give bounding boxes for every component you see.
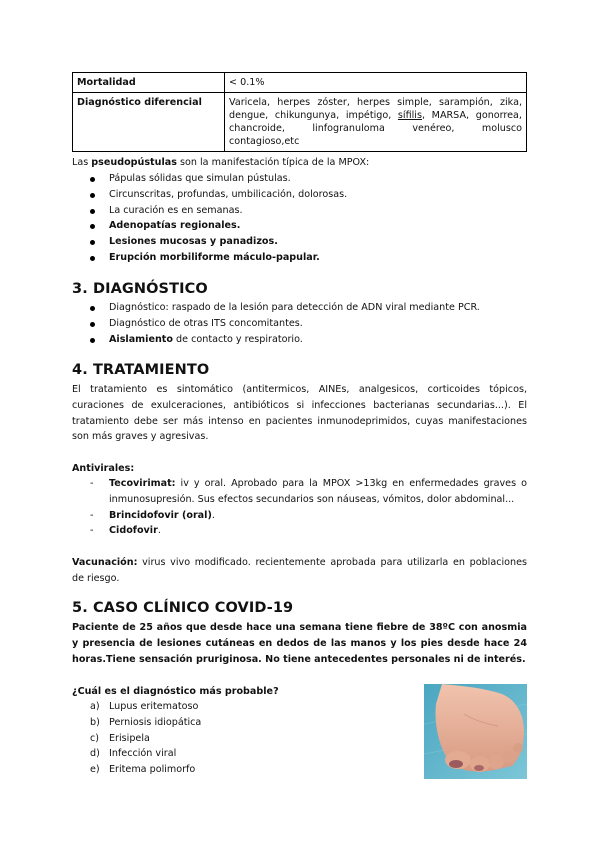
list-item: [72, 523, 527, 539]
option-text: Lupus eritematoso: [109, 701, 199, 712]
list-item: [72, 203, 527, 219]
vacunacion-text: virus vivo modificado. recientemente aprobada para utilizarla en poblaciones de riesgo.: [72, 557, 527, 584]
list-item: [72, 171, 527, 187]
list-item: [72, 187, 527, 203]
dash-marker: -: [90, 509, 94, 521]
answer-options: [72, 699, 201, 778]
table-label: Mortalidad: [73, 73, 225, 93]
list-item: [72, 332, 527, 348]
list-item: [72, 476, 527, 508]
bullet-icon: [90, 193, 95, 198]
list-item: [72, 316, 527, 332]
tratamiento-paragraph: El tratamiento es sintomático (antitermicos, AINEs, analgesicos, corticoides tópicos, curaciones de exulceraciones, antibióticos si infecciones bacterianas secundarias...). El tratamiento debe ser más intenso en pacientes inmunodeprimidos, cuyas manifestaciones son más graves y agresivas.: [72, 384, 527, 443]
bullet-icon: [90, 209, 95, 214]
list-item: [72, 508, 527, 524]
list-item-text: Lesiones mucosas y panadizos.: [109, 236, 278, 248]
antivirales-label: [72, 461, 527, 477]
table-row: [73, 93, 527, 152]
case-description: Paciente de 25 años que desde hace una semana tiene fiebre de 38ºC con anosmia y presencia de lesiones cutáneas en dedos de las manos y los pies desde hace 24 horas.Tiene sensación pruriginosa. No tiene antecedentes personales ni de interés.: [72, 622, 527, 665]
answer-option[interactable]: [72, 762, 201, 778]
list-item: [72, 250, 527, 266]
table-row: [73, 73, 527, 93]
heading-caso-clinico: 5. CASO CLÍNICO COVID-19: [72, 600, 294, 616]
answer-option[interactable]: [72, 715, 201, 731]
heading-diagnostico: 3. DIAGNÓSTICO: [72, 281, 208, 297]
list-item-text: de contacto y respiratorio.: [173, 333, 303, 345]
option-marker: a): [90, 701, 100, 712]
table-value: < 0.1%: [225, 73, 527, 93]
option-marker: b): [90, 716, 100, 728]
vacunacion-paragraph: [72, 555, 527, 587]
heading-tratamiento: 4. TRATAMIENTO: [72, 362, 210, 378]
bullet-icon: [90, 224, 95, 229]
pseudopustulas-list: [72, 171, 527, 266]
list-item-bold: Aislamiento: [109, 333, 173, 345]
list-item-text: Pápulas sólidas que simulan pústulas.: [109, 173, 291, 184]
drug-desc: .: [157, 525, 161, 537]
option-text: Erisipela: [109, 732, 150, 744]
bullet-icon: [90, 177, 95, 182]
option-text: Perniosis idiopática: [109, 716, 202, 728]
differential-text-b: , MARSA, gonorrea, chancroide, linfogranuloma venéreo, molusco contagioso,etc: [229, 110, 522, 148]
drug-name: Brincidofovir (oral): [109, 509, 212, 521]
dash-marker: -: [90, 478, 94, 489]
list-item-text: Diagnóstico: raspado de la lesión para detección de ADN viral mediante PCR.: [109, 302, 480, 313]
table-label: Diagnóstico diferencial: [73, 93, 225, 152]
vacunacion-label: Vacunación:: [72, 557, 138, 568]
differential-text-a: Varicela, herpes zóster, herpes simple, sarampión, zika, dengue, chikungunya, impétigo,: [229, 97, 522, 122]
list-item-text: Circunscritas, profundas, umbilicación, dolorosas.: [109, 188, 348, 200]
antivirales-label-text: Antivirales:: [72, 463, 135, 474]
answer-option[interactable]: [72, 746, 201, 762]
foot-image: [424, 684, 527, 779]
drug-desc: iv y oral. Aprobado para la MPOX >13kg en enfermedades graves o inmunosupresión. Sus efectos secundarios son náuseas, vómitos, dolor abdominal...: [109, 478, 527, 505]
info-table: [72, 72, 527, 152]
intro-bold: pseudopústulas: [91, 157, 177, 168]
question-text: ¿Cuál es el diagnóstico más probable?: [72, 686, 279, 697]
list-item: [72, 300, 527, 316]
antivirales-list: [72, 476, 527, 539]
intro-text: son la manifestación típica de la MPOX:: [176, 157, 370, 168]
bullet-icon: [90, 322, 95, 327]
bullet-icon: [90, 240, 95, 245]
bullet-icon: [90, 306, 95, 311]
list-item-text: Diagnóstico de otras ITS concomitantes.: [109, 317, 303, 329]
list-item: [72, 234, 527, 250]
intro-text: Las: [72, 157, 92, 168]
list-item-text: Erupción morbiliforme máculo-papular.: [109, 251, 320, 263]
clinical-photo-foot: [424, 684, 527, 779]
list-item-text: La curación es en semanas.: [109, 204, 243, 216]
option-marker: e): [90, 764, 100, 776]
answer-option[interactable]: [72, 731, 201, 747]
option-marker: c): [90, 732, 100, 744]
drug-name: Cidofovir: [109, 525, 158, 537]
list-item: [72, 218, 527, 234]
table-value: [225, 93, 527, 152]
option-text: Infección viral: [109, 748, 177, 760]
pseudopustulas-intro: [72, 155, 527, 171]
drug-desc: .: [211, 509, 215, 521]
option-text: Eritema polimorfo: [109, 764, 196, 776]
dash-marker: -: [90, 525, 94, 537]
bullet-icon: [90, 338, 95, 343]
diagnostico-list: [72, 300, 527, 347]
differential-link-sifilis: sífilis: [397, 110, 422, 122]
bullet-icon: [90, 256, 95, 261]
drug-name: Tecovirimat:: [109, 478, 176, 489]
option-marker: d): [90, 748, 100, 760]
list-item-text: Adenopatías regionales.: [109, 220, 241, 232]
answer-option[interactable]: [72, 699, 201, 715]
